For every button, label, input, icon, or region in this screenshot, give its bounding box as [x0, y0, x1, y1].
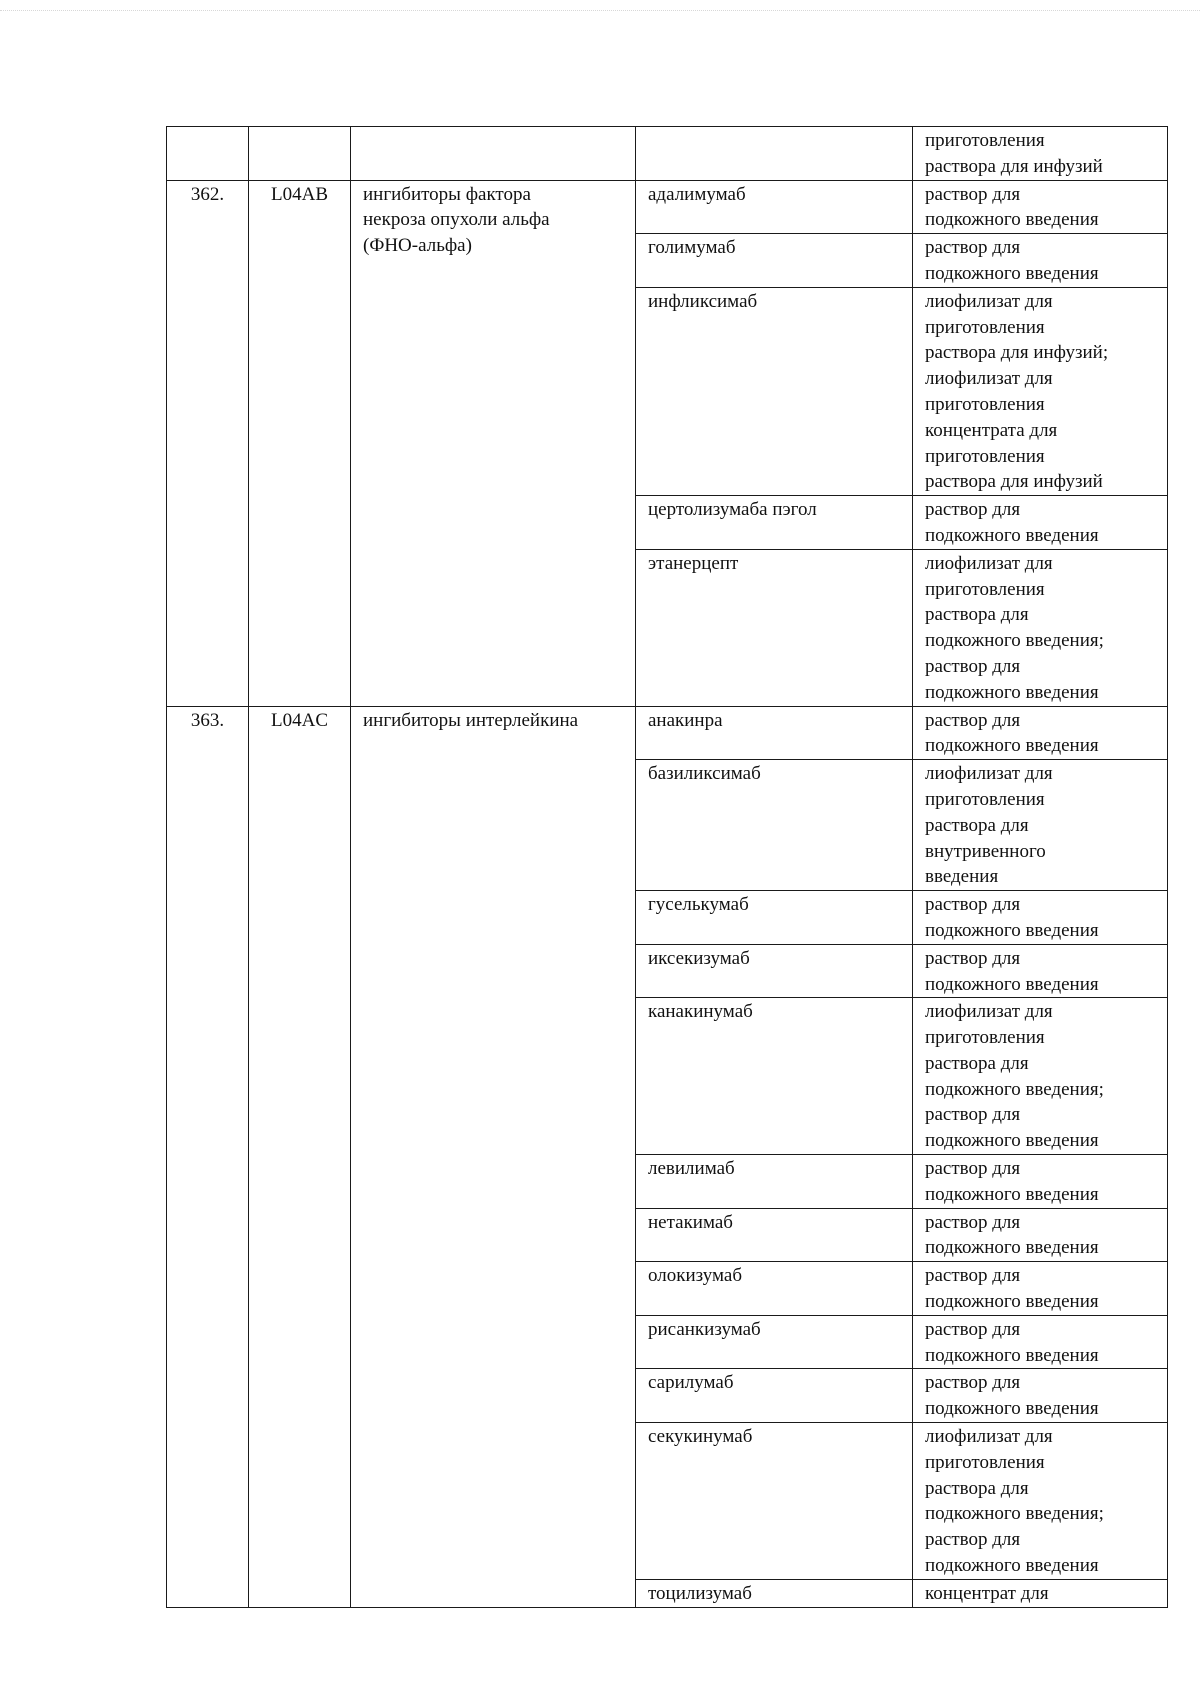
row-number — [167, 127, 249, 181]
drug-name: инфликсимаб — [636, 287, 913, 495]
dosage-form: раствор для подкожного введения — [913, 944, 1168, 998]
drug-name: рисанкизумаб — [636, 1315, 913, 1369]
pharmacological-group — [351, 127, 636, 181]
atc-code: L04AB — [249, 180, 351, 706]
dosage-form: раствор для подкожного введения — [913, 1155, 1168, 1209]
drug-name — [636, 127, 913, 181]
drug-name: голимумаб — [636, 234, 913, 288]
page-top-border — [0, 10, 1200, 11]
drug-name: левилимаб — [636, 1155, 913, 1209]
dosage-form: раствор для подкожного введения — [913, 234, 1168, 288]
drug-name: секукинумаб — [636, 1423, 913, 1580]
dosage-form: приготовления раствора для инфузий — [913, 127, 1168, 181]
dosage-form: лиофилизат для приготовления раствора для инфузий; лиофилизат для приготовления концентрата для приготовления раствора для инфузий — [913, 287, 1168, 495]
dosage-form: лиофилизат для приготовления раствора для подкожного введения; раствор для подкожного введения — [913, 549, 1168, 706]
pharmacological-group: ингибиторы интерлейкина — [351, 706, 636, 1607]
drug-name: этанерцепт — [636, 549, 913, 706]
drug-name: олокизумаб — [636, 1262, 913, 1316]
row-number: 362. — [167, 180, 249, 706]
drug-table — [166, 126, 1168, 1608]
table-row — [167, 127, 1168, 181]
dosage-form: раствор для подкожного введения — [913, 1315, 1168, 1369]
table-row — [167, 706, 1168, 760]
pharmacological-group: ингибиторы фактора некроза опухоли альфа (ФНО-альфа) — [351, 180, 636, 706]
atc-code: L04AC — [249, 706, 351, 1607]
drug-name: адалимумаб — [636, 180, 913, 234]
drug-name: гуселькумаб — [636, 891, 913, 945]
dosage-form: раствор для подкожного введения — [913, 891, 1168, 945]
drug-name: иксекизумаб — [636, 944, 913, 998]
dosage-form: концентрат для — [913, 1579, 1168, 1607]
row-number: 363. — [167, 706, 249, 1607]
dosage-form: лиофилизат для приготовления раствора для внутривенного введения — [913, 760, 1168, 891]
dosage-form: раствор для подкожного введения — [913, 496, 1168, 550]
drug-name: сарилумаб — [636, 1369, 913, 1423]
dosage-form: раствор для подкожного введения — [913, 180, 1168, 234]
drug-name: базиликсимаб — [636, 760, 913, 891]
dosage-form: лиофилизат для приготовления раствора для подкожного введения; раствор для подкожного введения — [913, 998, 1168, 1155]
dosage-form: раствор для подкожного введения — [913, 1208, 1168, 1262]
drug-name: канакинумаб — [636, 998, 913, 1155]
dosage-form: раствор для подкожного введения — [913, 1262, 1168, 1316]
drug-name: цертолизумаба пэгол — [636, 496, 913, 550]
drug-name: анакинра — [636, 706, 913, 760]
drug-name: тоцилизумаб — [636, 1579, 913, 1607]
dosage-form: раствор для подкожного введения — [913, 1369, 1168, 1423]
table-body — [167, 127, 1168, 1608]
drug-name: нетакимаб — [636, 1208, 913, 1262]
dosage-form: раствор для подкожного введения — [913, 706, 1168, 760]
atc-code — [249, 127, 351, 181]
table-row — [167, 180, 1168, 234]
dosage-form: лиофилизат для приготовления раствора для подкожного введения; раствор для подкожного введения — [913, 1423, 1168, 1580]
